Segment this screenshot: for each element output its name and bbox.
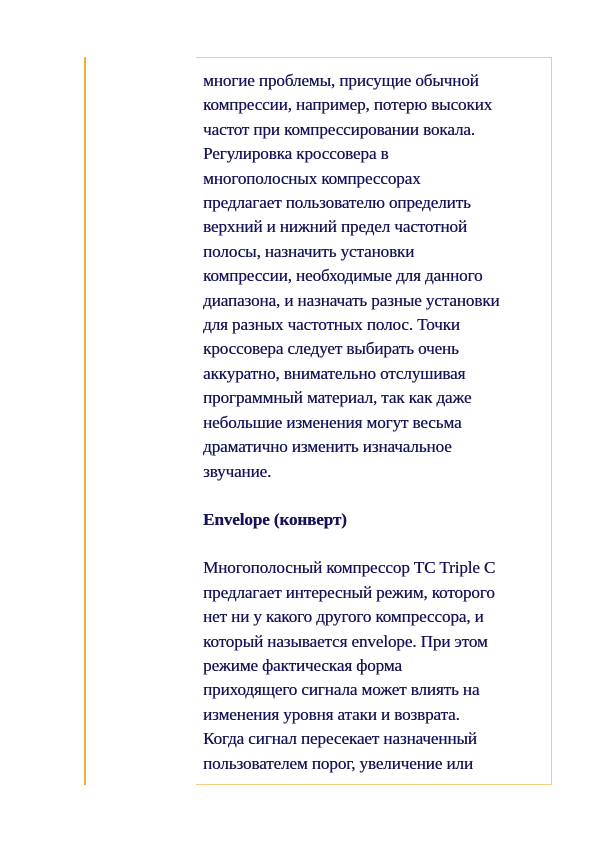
paragraph-crossover (203, 69, 551, 484)
text-line: приходящего сигнала может влиять на (203, 680, 480, 700)
text-line: небольшие изменения могут весьма (203, 412, 462, 432)
text-line: Регулировка кроссовера в (203, 144, 389, 164)
text-line: частот при компрессировании вокала. (203, 119, 475, 139)
text-line: предлагает пользователю определить (203, 193, 471, 213)
text-line: для разных частотных полос. Точки (203, 315, 460, 335)
text-line: верхний и нижний предел частотной (203, 217, 467, 237)
text-line: звучание. (203, 461, 272, 481)
text-line: кроссовера следует выбирать очень (203, 339, 459, 359)
text-line: предлагает интересный режим, которого (203, 582, 495, 602)
text-line: многие проблемы, присущие обычной (203, 71, 479, 90)
text-line: режиме фактическая форма (203, 655, 402, 675)
text-line: Многополосный компрессор TC Triple C (203, 558, 496, 578)
text-line: полосы, назначить установки (203, 241, 415, 261)
section-heading: Envelope (конверт) (203, 509, 347, 529)
text-line: многополосных компрессорах (203, 168, 421, 188)
text-line: изменения уровня атаки и возврата. (203, 704, 460, 724)
text-line: аккуратно, внимательно отслушивая (203, 363, 466, 383)
text-line: программный материал, так как даже (203, 388, 472, 408)
page-content (203, 69, 551, 776)
text-line: пользователем порог, увеличение или (203, 753, 473, 773)
left-margin-rule (84, 57, 86, 785)
text-line: нет ни у какого другого компрессора, и (203, 607, 484, 627)
text-line: который называется envelope. При этом (203, 631, 488, 651)
text-line: компрессии, например, потерю высоких (203, 95, 493, 115)
text-line: Когда сигнал пересекает назначенный (203, 729, 477, 749)
text-line: диапазона, и назначать разные установки (203, 290, 500, 310)
text-line: драматично изменить изначальное (203, 437, 452, 457)
text-line: компрессии, необходимые для данного (203, 266, 483, 286)
paragraph-envelope (203, 556, 551, 776)
